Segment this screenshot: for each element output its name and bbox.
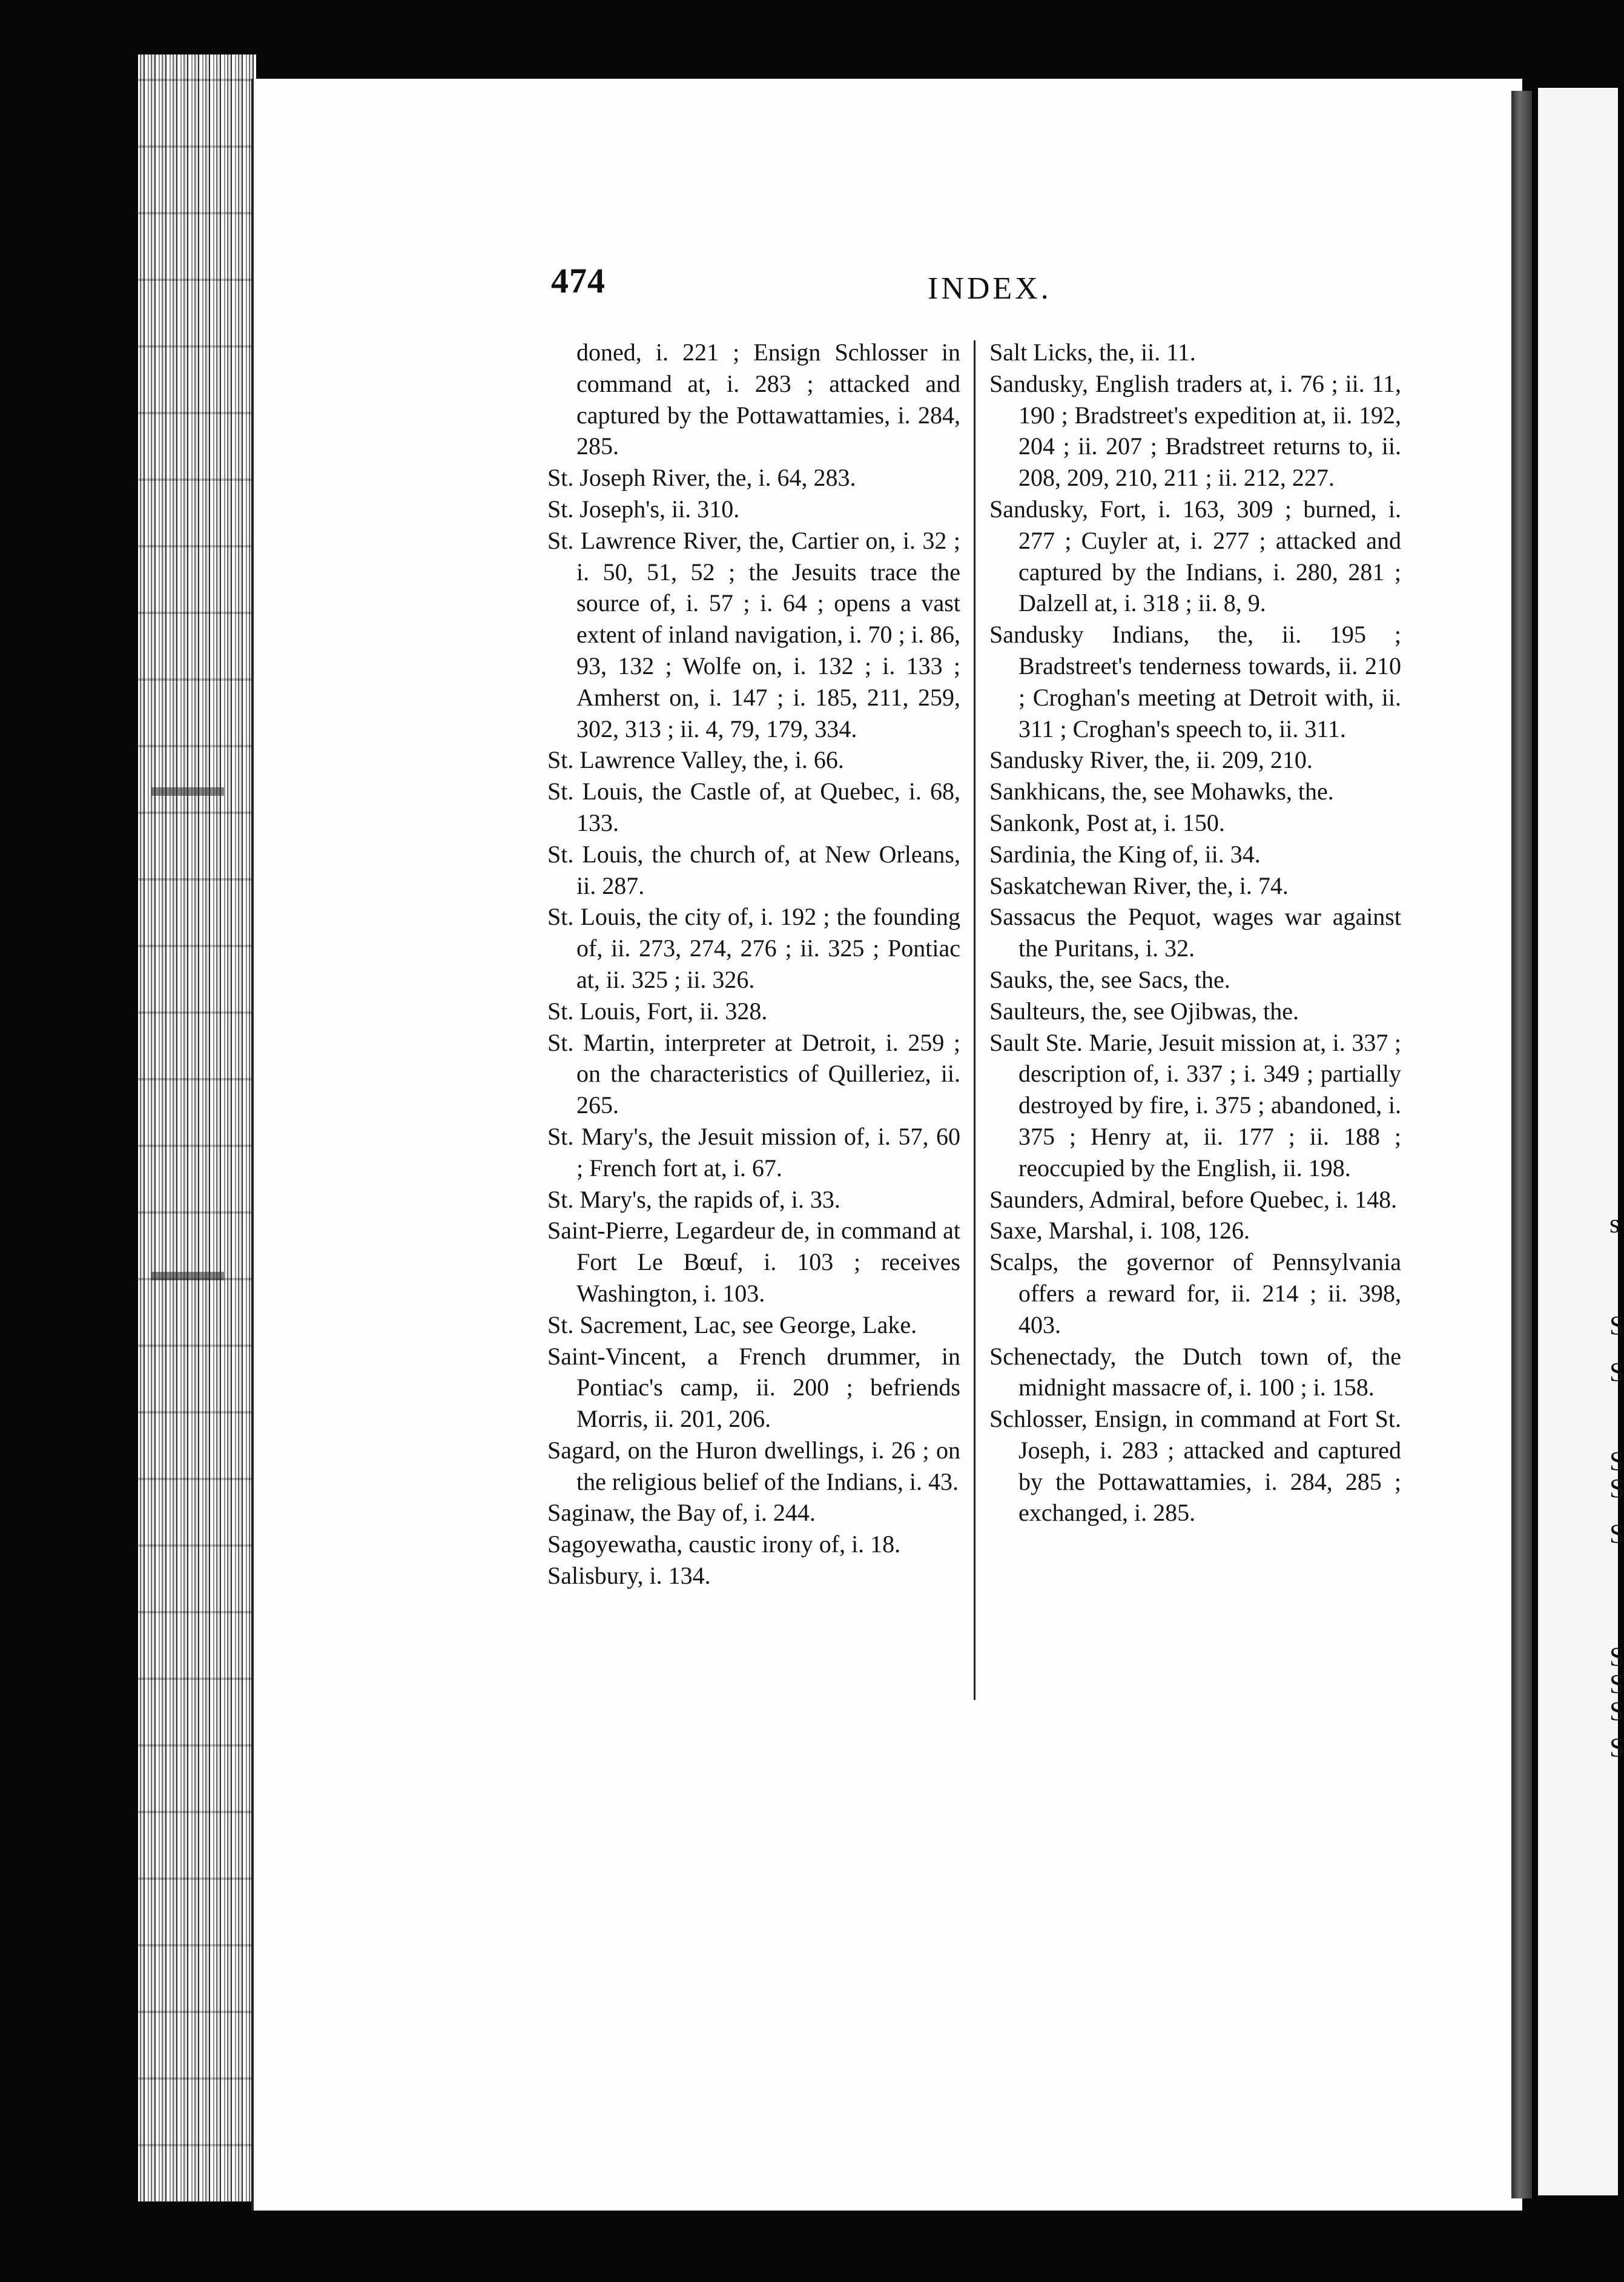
- index-entry: Sagoyewatha, caustic irony of, i. 18.: [547, 1530, 901, 1558]
- index-entry: St. Mary's, the rapids of, i. 33.: [547, 1185, 840, 1213]
- index-entry: Sardinia, the King of, ii. 34.: [989, 840, 1261, 868]
- index-entry: St. Joseph River, the, i. 64, 283.: [547, 464, 856, 492]
- index-entry: St. Sacrement, Lac, see George, Lake.: [547, 1311, 917, 1338]
- index-entry: Saulteurs, the, see Ojibwas, the.: [989, 997, 1299, 1025]
- page-number: 474: [551, 261, 606, 300]
- index-entry: Saint-Pierre, Legardeur de, in command at Fort Le Bœuf, i. 103 ; receives Washington, i. 103.: [547, 1217, 960, 1307]
- index-column-right: [989, 337, 1401, 1529]
- index-entry: Sassacus the Pequot, wages war against the Puritans, i. 32.: [989, 903, 1401, 962]
- index-entry: St. Martin, interpreter at Detroit, i. 259 ; on the characteristics of Quilleriez, ii. 265.: [547, 1028, 960, 1119]
- book-page-edges: [138, 55, 256, 2201]
- index-entry: Saginaw, the Bay of, i. 244.: [547, 1499, 816, 1527]
- index-entry: Sandusky Indians, the, ii. 195 ; Bradstreet's tenderness towards, ii. 210 ; Croghan's meeting at Detroit with, ii. 311 ; Croghan's speech to, ii. 311.: [989, 621, 1401, 742]
- index-entry: Saint-Vincent, a French drummer, in Pontiac's camp, ii. 200 ; befriends Morris, ii. 201, 206.: [547, 1342, 960, 1433]
- column-rule: [974, 340, 975, 1700]
- edge-stain: [151, 787, 224, 796]
- index-entry: Sankhicans, the, see Mohawks, the.: [989, 778, 1334, 805]
- book-gutter: [1511, 91, 1532, 2198]
- index-entry: St. Louis, the city of, i. 192 ; the founding of, ii. 273, 274, 276 ; ii. 325 ; Pontiac at, ii. 325 ; ii. 326.: [547, 903, 960, 993]
- index-entry: Sandusky River, the, ii. 209, 210.: [989, 746, 1313, 774]
- index-entry: St. Mary's, the Jesuit mission of, i. 57, 60 ; French fort at, i. 67.: [547, 1122, 960, 1182]
- index-entry: Saskatchewan River, the, i. 74.: [989, 871, 1289, 899]
- index-entry: Sandusky, Fort, i. 163, 309 ; burned, i. 277 ; Cuyler at, i. 277 ; attacked and captured by the Indians, i. 280, 281 ; Dalzell at, i. 318 ; ii. 8, 9.: [989, 495, 1401, 617]
- index-column-left: [547, 337, 960, 1592]
- index-entry: Saxe, Marshal, i. 108, 126.: [989, 1217, 1250, 1245]
- next-page-letter: S: [1609, 1642, 1624, 1672]
- index-entry: Scalps, the governor of Pennsylvania offers a reward for, ii. 214 ; ii. 398, 403.: [989, 1248, 1401, 1338]
- next-page-fragment: [1538, 88, 1624, 2195]
- next-page-letter: S: [1609, 1733, 1624, 1762]
- next-page-letter: S: [1609, 1519, 1624, 1549]
- next-page-letter: S: [1609, 1357, 1624, 1387]
- next-page-letter: S: [1609, 1696, 1624, 1726]
- index-entry: Sault Ste. Marie, Jesuit mission at, i. 337 ; description of, i. 337 ; i. 349 ; partially destroyed by fire, i. 375 ; abandoned, i. 375 ; Henry at, ii. 177 ; ii. 188 ; reoccupied by the English, ii. 198.: [989, 1028, 1401, 1182]
- next-page-letter: S: [1609, 1446, 1624, 1476]
- index-entry: St. Louis, the church of, at New Orleans, ii. 287.: [547, 840, 960, 899]
- index-entry: Sankonk, Post at, i. 150.: [989, 809, 1225, 836]
- index-entry: Schlosser, Ensign, in command at Fort St. Joseph, i. 283 ; attacked and captured by the Pottawattamies, i. 284, 285 ; exchanged, i. 285.: [989, 1405, 1401, 1527]
- edge-stain: [151, 1272, 224, 1280]
- next-page-letter: S: [1609, 1311, 1624, 1340]
- next-page-letter: s: [1609, 1209, 1620, 1239]
- index-entry-continued: doned, i. 221 ; Ensign Schlosser in command at, i. 283 ; attacked and captured by the Pottawattamies, i. 284, 285.: [576, 339, 960, 460]
- index-entry: Sagard, on the Huron dwellings, i. 26 ; on the religious belief of the Indians, i. 43.: [547, 1436, 960, 1495]
- index-entry: Sauks, the, see Sacs, the.: [989, 965, 1230, 993]
- index-entry: St. Lawrence River, the, Cartier on, i. 32 ; i. 50, 51, 52 ; the Jesuits trace the source of, i. 57 ; i. 64 ; opens a vast extent of inland navigation, i. 70 ; i. 86, 93, 132 ; Wolfe on, i. 132 ; i. 133 ; Amherst on, i. 147 ; i. 185, 211, 259, 302, 313 ; ii. 4, 79, 179, 334.: [547, 526, 960, 742]
- running-head: INDEX.: [928, 271, 1052, 306]
- index-entry: Sandusky, English traders at, i. 76 ; ii. 11, 190 ; Bradstreet's expedition at, ii. 192, 204 ; ii. 207 ; Bradstreet returns to, ii. 208, 209, 210, 211 ; ii. 212, 227.: [989, 369, 1401, 492]
- index-entry: St. Louis, the Castle of, at Quebec, i. 68, 133.: [547, 778, 960, 836]
- index-entry: Saunders, Admiral, before Quebec, i. 148.: [989, 1185, 1398, 1213]
- index-entry: St. Louis, Fort, ii. 328.: [547, 997, 768, 1025]
- index-entry: Schenectady, the Dutch town of, the midnight massacre of, i. 100 ; i. 158.: [989, 1342, 1401, 1401]
- index-entry: St. Joseph's, ii. 310.: [547, 495, 740, 523]
- index-entry: St. Lawrence Valley, the, i. 66.: [547, 746, 844, 774]
- next-page-letter: S: [1609, 1669, 1624, 1699]
- index-entry: Salt Licks, the, ii. 11.: [989, 339, 1196, 366]
- index-entry: Salisbury, i. 134.: [547, 1562, 711, 1590]
- next-page-letter: S: [1609, 1473, 1624, 1503]
